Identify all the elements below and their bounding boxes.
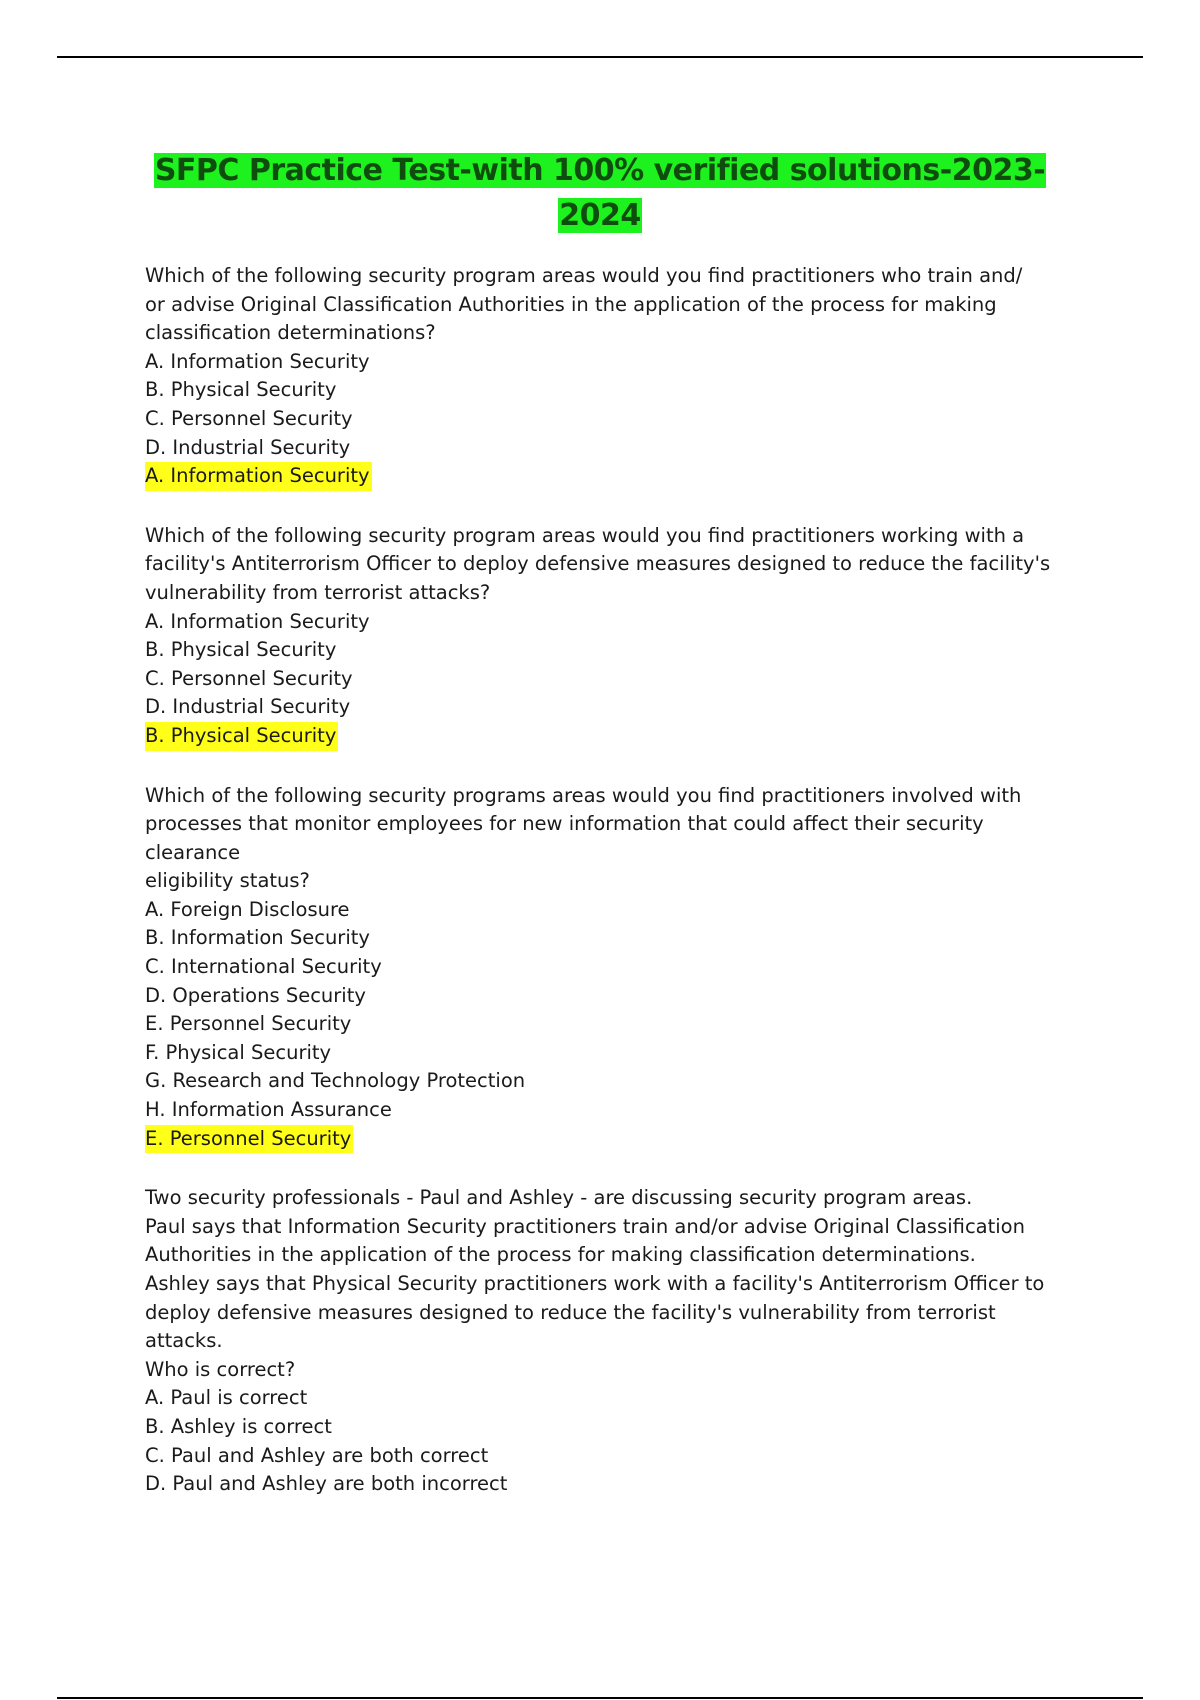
question-list: [145, 262, 1065, 1530]
option-e: E. Personnel Security: [145, 1012, 352, 1036]
question-text-line: attacks.: [145, 1329, 223, 1353]
question-text-line: Two security professionals - Paul and Ashley - are discussing security program areas.: [145, 1186, 973, 1210]
option-f: F. Physical Security: [145, 1040, 332, 1064]
question-text-line: eligibility status?: [145, 869, 310, 893]
title-line-1: SFPC Practice Test-with 100% verified solutions-2023-: [154, 153, 1046, 188]
option-c: C. Paul and Ashley are both correct: [145, 1443, 489, 1467]
highlighted-answer: A. Information Security: [145, 462, 372, 491]
option-b: B. Physical Security: [145, 638, 337, 662]
question-text-line: classification determinations?: [145, 321, 436, 345]
question-1: [145, 262, 1065, 491]
question-text-line: Which of the following security program areas would you find practitioners who train and/: [145, 264, 1023, 287]
bottom-divider: [57, 1697, 1143, 1699]
highlighted-answer: B. Physical Security: [145, 722, 338, 751]
highlighted-answer: E. Personnel Security: [145, 1125, 353, 1154]
question-text-line: Paul says that Information Security practitioners train and/or advise Original Classification: [145, 1214, 1025, 1238]
option-c: C. International Security: [145, 955, 382, 979]
question-text-line: processes that monitor employees for new information that could affect their security: [145, 812, 984, 836]
question-text-line: facility's Antiterrorism Officer to deploy defensive measures designed to reduce the facility's: [145, 552, 1051, 576]
option-c: C. Personnel Security: [145, 406, 353, 430]
answer-line: [145, 722, 1065, 751]
option-b: B. Information Security: [145, 926, 370, 950]
option-c: C. Personnel Security: [145, 666, 353, 690]
option-a: A. Foreign Disclosure: [145, 897, 350, 921]
answer-line: [145, 462, 1065, 491]
option-b: B. Physical Security: [145, 378, 337, 402]
question-2: [145, 522, 1065, 751]
question-text-line: Authorities in the application of the process for making classification determinations.: [145, 1243, 976, 1267]
option-h: H. Information Assurance: [145, 1098, 392, 1122]
question-text-line: or advise Original Classification Authorities in the application of the process for making: [145, 292, 997, 316]
question-text-line: deploy defensive measures designed to reduce the facility's vulnerability from terrorist: [145, 1300, 996, 1324]
option-d: D. Industrial Security: [145, 435, 351, 459]
option-a: A. Information Security: [145, 609, 370, 633]
question-text-line: Which of the following security programs areas would you find practitioners involved with: [145, 783, 1022, 807]
title-line-2: 2024: [559, 198, 641, 233]
question-text-line: vulnerability from terrorist attacks?: [145, 580, 491, 604]
question-3: [145, 782, 1065, 1154]
answer-line: [145, 1125, 1065, 1154]
option-d: D. Paul and Ashley are both incorrect: [145, 1472, 508, 1496]
page-title: [0, 148, 1200, 238]
option-d: D. Operations Security: [145, 983, 366, 1007]
question-text-line: Who is correct?: [145, 1357, 296, 1381]
question-4: [145, 1184, 1065, 1499]
top-divider: [57, 56, 1143, 58]
option-a: A. Information Security: [145, 349, 370, 373]
option-b: B. Ashley is correct: [145, 1414, 332, 1438]
option-a: A. Paul is correct: [145, 1386, 308, 1410]
question-text-line: Which of the following security program areas would you find practitioners working with a: [145, 523, 1025, 547]
question-text-line: clearance: [145, 840, 241, 864]
question-text-line: Ashley says that Physical Security practitioners work with a facility's Antiterrorism Officer to: [145, 1272, 1045, 1295]
option-d: D. Industrial Security: [145, 695, 351, 719]
option-g: G. Research and Technology Protection: [145, 1069, 526, 1093]
